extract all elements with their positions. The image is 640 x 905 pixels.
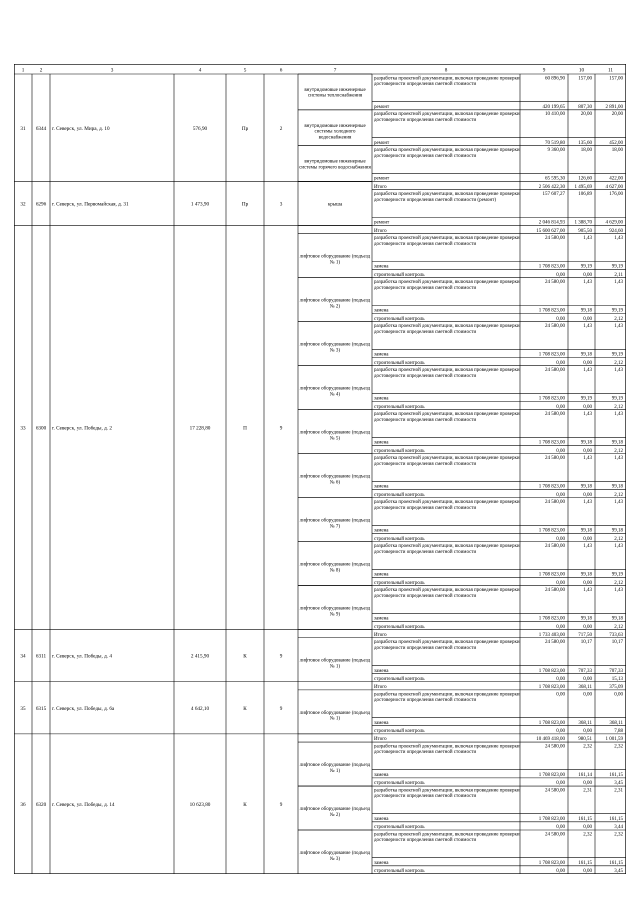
work-type: замена — [374, 668, 389, 674]
system-label: лифтовое оборудование (подъезд № 1) — [299, 254, 371, 266]
value-col10: 0,00 — [583, 580, 592, 586]
system-label: лифтовое оборудование (подъезд № 9) — [299, 606, 371, 618]
value-col11: 1,43 — [614, 368, 623, 374]
work-type: строительный контроль — [374, 536, 425, 542]
building-address: г. Северск, ул. Победы, д. 4 — [52, 653, 112, 660]
wall-material: П — [243, 425, 247, 432]
value-col10: 99,18 — [580, 352, 592, 358]
cost-value: 24 580,00 — [545, 832, 565, 838]
wall-material: К — [243, 653, 247, 660]
cost-value: 0,00 — [556, 869, 565, 874]
building-number: 33 — [20, 425, 26, 432]
cost-value: 2 046 814,93 — [538, 220, 565, 226]
cost-value: 1 708 823,00 — [538, 773, 565, 779]
value-col11: 2,12 — [614, 580, 623, 586]
system-label: внутридомовые инженерные системы холодного водоснабжения — [304, 123, 366, 141]
cost-value: 1 708 823,00 — [538, 352, 565, 358]
value-col11: 2,31 — [614, 788, 623, 794]
value-col11: 368,11 — [609, 720, 623, 726]
cost-value: 1 708 823,00 — [538, 572, 565, 578]
cost-value: 1 708 823,00 — [538, 668, 565, 674]
cost-value: 1 708 823,00 — [538, 616, 565, 622]
work-type: разработка проектной документации, включая проведение проверки достоверности определения сметной стоимости — [374, 456, 520, 467]
system-label: лифтовое оборудование (подъезд № 1) — [299, 763, 371, 774]
work-type: строительный контроль — [374, 781, 425, 787]
building-address: г. Северск, ул. Победы, д. 2 — [52, 425, 112, 432]
header-cell: 1 — [21, 67, 25, 74]
value-col10: 1 388,70 — [574, 220, 592, 226]
value-col11: 161,15 — [609, 817, 623, 823]
value-col11: 4 627,00 — [605, 184, 623, 190]
wall-material: К — [243, 801, 247, 808]
cost-value: 1 708 823,00 — [538, 396, 565, 402]
value-col10: 0,00 — [583, 624, 592, 630]
work-type: разработка проектной документации, включая проведение проверки достоверности определения сметной стоимости — [374, 500, 520, 511]
building-code: 6344 — [35, 125, 47, 132]
value-col11: 10,17 — [611, 640, 623, 646]
building-code: 6315 — [35, 705, 47, 712]
work-type: строительный контроль — [374, 272, 425, 278]
system-label: лифтовое оборудование (подъезд № 1) — [299, 658, 371, 670]
value-col10: 0,00 — [583, 316, 592, 322]
cost-value: 70 519,80 — [545, 140, 565, 146]
value-col10: 0,00 — [583, 360, 592, 366]
floors: 3 — [279, 201, 283, 208]
cost-value: 24 580,00 — [545, 744, 565, 750]
table-border — [14, 64, 625, 873]
value-col11: 924,60 — [609, 228, 623, 234]
system-label: лифтовое оборудование (подъезд № 6) — [299, 474, 371, 486]
value-col10: 161,14 — [578, 773, 592, 779]
value-col11: 2,12 — [614, 624, 623, 630]
work-type: замена — [374, 308, 389, 314]
work-type: разработка проектной документации, включая проведение проверки достоверности определения сметной стоимости — [374, 148, 520, 159]
cost-value: 1 708 823,00 — [538, 817, 565, 823]
work-type: ремонт — [374, 176, 390, 182]
value-col11: 2,12 — [614, 316, 623, 322]
cost-value: 0,00 — [556, 316, 565, 322]
floors: 9 — [279, 425, 283, 432]
value-col10: 905,50 — [578, 228, 592, 234]
value-col11: 4 629,00 — [605, 220, 623, 226]
value-col11: 99,19 — [611, 352, 623, 358]
building-area: 10 623,80 — [189, 801, 211, 808]
value-col10: 807,30 — [578, 105, 592, 111]
cost-value: 24 580,00 — [545, 324, 565, 330]
header-cell: 5 — [243, 67, 247, 74]
cost-value: 1 708 823,00 — [538, 685, 565, 691]
value-col10: 99,18 — [580, 440, 592, 446]
cost-value: 9 360,00 — [547, 148, 565, 154]
cost-value: 157 607,27 — [542, 192, 565, 198]
work-type: Итого — [374, 737, 387, 743]
value-col11: 99,18 — [611, 484, 623, 490]
value-col10: 368,11 — [578, 685, 592, 691]
work-type: Итого — [374, 685, 387, 691]
work-type: разработка проектной документации, включая проведение проверки достоверности определения сметной стоимости (ремонт) — [374, 192, 520, 203]
value-col11: 20,00 — [611, 112, 623, 118]
value-col10: 2,32 — [583, 832, 592, 838]
work-type: ремонт — [374, 105, 390, 111]
value-col11: 99,19 — [611, 572, 623, 578]
value-col11: 2 891,00 — [605, 105, 623, 111]
value-col11: 2,12 — [614, 492, 623, 498]
building-number: 34 — [20, 653, 26, 660]
value-col10: 157,00 — [578, 76, 592, 82]
value-col10: 99,18 — [580, 308, 592, 314]
value-col10: 99,18 — [580, 572, 592, 578]
work-type: строительный контроль — [374, 404, 425, 410]
value-col10: 0,00 — [583, 825, 592, 831]
cost-value: 420 199,65 — [542, 105, 565, 111]
document-table — [14, 64, 626, 874]
header-cell: 6 — [279, 67, 283, 74]
work-type: Итого — [374, 228, 387, 234]
value-col11: 375,09 — [609, 685, 623, 691]
work-type: замена — [374, 773, 389, 779]
value-col10: 0,00 — [583, 692, 592, 698]
repair-schedule-table — [14, 64, 626, 874]
value-col11: 7,88 — [614, 729, 623, 735]
building-address: г. Северск, ул. Первомайская, д. 31 — [52, 201, 129, 208]
header-cell: 2 — [39, 67, 43, 74]
value-col11: 161,15 — [609, 861, 623, 867]
work-type: разработка проектной документации, включая проведение проверки достоверности определения сметной стоимости — [374, 544, 520, 555]
floors: 9 — [279, 705, 283, 712]
value-col10: 126,60 — [578, 176, 592, 182]
value-col11: 99,19 — [611, 396, 623, 402]
value-col10: 0,00 — [583, 869, 592, 874]
building-code: 6296 — [35, 201, 47, 208]
work-type: замена — [374, 264, 389, 270]
system-label: внутридомовые инженерные системы теплоснабжения — [304, 87, 366, 99]
value-col11: 1,43 — [614, 588, 623, 594]
value-col10: 1,43 — [583, 500, 592, 506]
header-cell: 11 — [608, 67, 613, 74]
wall-material: Пр — [241, 125, 249, 132]
value-col10: 99,18 — [580, 484, 592, 490]
cost-value: 24 580,00 — [545, 236, 565, 242]
building-code: 6300 — [35, 425, 47, 432]
cost-value: 0,00 — [556, 580, 565, 586]
system-label: лифтовое оборудование (подъезд № 8) — [299, 562, 371, 574]
header-cell: 4 — [198, 67, 202, 74]
cost-value: 15 600 627,00 — [536, 228, 565, 234]
cost-value: 0,00 — [556, 360, 565, 366]
value-col11: 15,13 — [611, 676, 623, 682]
value-col10: 2,32 — [583, 744, 592, 750]
value-col10: 0,00 — [583, 492, 592, 498]
value-col11: 99,19 — [611, 264, 623, 270]
cost-value: 24 580,00 — [545, 280, 565, 286]
value-col11: 3,45 — [614, 869, 623, 874]
work-type: замена — [374, 528, 389, 534]
value-col11: 161,15 — [609, 773, 623, 779]
cost-value: 0,00 — [556, 448, 565, 454]
building-number: 36 — [20, 801, 26, 808]
cost-value: 1 708 823,00 — [538, 720, 565, 726]
work-type: замена — [374, 616, 389, 622]
cost-value: 10 469 418,00 — [536, 737, 565, 743]
value-col11: 3,45 — [614, 781, 623, 787]
cost-value: 1 708 823,00 — [538, 861, 565, 867]
value-col11: 733,63 — [609, 632, 623, 638]
value-col10: 0,00 — [583, 448, 592, 454]
work-type: замена — [374, 572, 389, 578]
value-col11: 2,32 — [614, 832, 623, 838]
cost-value: 1 708 823,00 — [538, 528, 565, 534]
value-col11: 99,18 — [611, 440, 623, 446]
cost-value: 0,00 — [556, 676, 565, 682]
value-col10: 99,19 — [580, 396, 592, 402]
work-type: разработка проектной документации, включая проведение проверки достоверности определения сметной стоимости — [374, 412, 520, 423]
building-address: г. Северск, ул. Победы, д. 6а — [52, 705, 115, 712]
building-area: 576,90 — [192, 125, 208, 132]
floors: 9 — [279, 653, 283, 660]
cost-value: 1 708 823,00 — [538, 440, 565, 446]
work-type: Итого — [374, 184, 387, 190]
value-col10: 717,50 — [578, 632, 592, 638]
system-label: лифтовое оборудование (подъезд № 5) — [299, 430, 371, 442]
system-label: лифтовое оборудование (подъезд № 1) — [299, 710, 371, 722]
cost-value: 0,00 — [556, 492, 565, 498]
cost-value: 24 580,00 — [545, 588, 565, 594]
building-area: 1 473,90 — [190, 201, 210, 208]
work-type: замена — [374, 440, 389, 446]
value-col10: 20,00 — [580, 112, 592, 118]
header-cell: 10 — [578, 67, 585, 74]
cost-value: 0,00 — [556, 624, 565, 630]
work-type: разработка проектной документации, включая проведение проверки достоверности определения сметной стоимости — [374, 832, 520, 844]
cost-value: 0,00 — [556, 825, 565, 831]
value-col10: 0,00 — [583, 272, 592, 278]
value-col11: 2,12 — [614, 536, 623, 542]
value-col10: 707,33 — [578, 668, 592, 674]
system-label: лифтовое оборудование (подъезд № 2) — [299, 298, 371, 310]
value-col11: 176,00 — [609, 192, 623, 198]
value-col10: 0,00 — [583, 536, 592, 542]
work-type: замена — [374, 720, 389, 726]
value-col11: 1,43 — [614, 456, 623, 462]
building-area: 4 642,10 — [190, 705, 210, 712]
building-number: 32 — [20, 201, 26, 208]
work-type: замена — [374, 352, 389, 358]
cost-value: 24 580,00 — [545, 640, 565, 646]
cost-value: 0,00 — [556, 404, 565, 410]
building-code: 6320 — [35, 801, 47, 808]
system-label: лифтовое оборудование (подъезд № 7) — [299, 518, 371, 530]
cost-value: 1 708 823,00 — [538, 308, 565, 314]
system-label: лифтовое оборудование (подъезд № 4) — [299, 386, 371, 398]
value-col11: 1,43 — [614, 236, 623, 242]
value-col10: 135,60 — [578, 140, 592, 146]
floors: 2 — [279, 125, 283, 132]
work-type: ремонт — [374, 140, 390, 146]
value-col10: 980,51 — [578, 737, 592, 743]
cost-value: 0,00 — [556, 729, 565, 735]
value-col11: 422,00 — [609, 176, 623, 182]
cost-value: 2 506 422,30 — [538, 184, 565, 190]
work-type: разработка проектной документации, включая проведение проверки достоверности определения сметной стоимости — [374, 788, 520, 800]
cost-value: 10 410,00 — [545, 112, 565, 118]
value-col10: 1,43 — [583, 324, 592, 330]
value-col11: 99,18 — [611, 616, 623, 622]
work-type: строительный контроль — [374, 492, 425, 498]
header-cell: 7 — [333, 67, 337, 74]
work-type: замена — [374, 861, 389, 867]
value-col11: 1,43 — [614, 544, 623, 550]
building-number: 35 — [20, 705, 26, 712]
building-number: 31 — [20, 125, 26, 132]
header-cell: 8 — [444, 67, 448, 74]
cost-value: 24 580,00 — [545, 412, 565, 418]
value-col11: 1,43 — [614, 412, 623, 418]
value-col11: 18,00 — [611, 148, 623, 154]
header-cell: 3 — [110, 67, 114, 74]
work-type: разработка проектной документации, включая проведение проверки достоверности определения сметной стоимости — [374, 236, 520, 247]
work-type: строительный контроль — [374, 825, 425, 831]
work-type: замена — [374, 396, 389, 402]
value-col10: 1,43 — [583, 588, 592, 594]
work-type: строительный контроль — [374, 580, 425, 586]
floors: 9 — [279, 801, 283, 808]
cost-value: 24 580,00 — [545, 544, 565, 550]
value-col10: 1,43 — [583, 456, 592, 462]
value-col11: 1,43 — [614, 500, 623, 506]
value-col10: 99,19 — [580, 264, 592, 270]
value-col10: 1,43 — [583, 544, 592, 550]
cost-value: 0,00 — [556, 692, 565, 698]
value-col10: 161,15 — [578, 861, 592, 867]
work-type: ремонт — [374, 220, 390, 226]
value-col10: 368,11 — [578, 720, 592, 726]
cost-value: 1 708 823,00 — [538, 484, 565, 490]
system-label: лифтовое оборудование (подъезд № 3) — [299, 851, 371, 862]
building-area: 2 415,90 — [190, 653, 210, 660]
cost-value: 24 580,00 — [545, 456, 565, 462]
cost-value: 0,00 — [556, 536, 565, 542]
work-type: строительный контроль — [374, 624, 425, 630]
work-type: разработка проектной документации, включая проведение проверки достоверности определения сметной стоимости — [374, 744, 520, 756]
work-type: разработка проектной документации, включая проведение проверки достоверности определения сметной стоимости — [374, 112, 520, 123]
work-type: разработка проектной документации, включая проведение проверки достоверности определения сметной стоимости — [374, 76, 520, 88]
building-code: 6311 — [35, 653, 47, 660]
value-col11: 1,43 — [614, 280, 623, 286]
building-address: г. Северск, ул. Мира, д. 10 — [52, 125, 110, 132]
work-type: замена — [374, 817, 389, 823]
value-col11: 99,18 — [611, 528, 623, 534]
value-col11: 3,44 — [614, 825, 623, 831]
value-col10: 2,31 — [583, 788, 592, 794]
value-col10: 0,00 — [583, 729, 592, 735]
cost-value: 24 580,00 — [545, 788, 565, 794]
cost-value: 60 896,90 — [545, 76, 565, 82]
value-col10: 0,00 — [583, 781, 592, 787]
work-type: строительный контроль — [374, 316, 425, 322]
value-col10: 1,43 — [583, 236, 592, 242]
value-col11: 0,00 — [614, 692, 623, 698]
value-col10: 18,00 — [580, 148, 592, 154]
value-col10: 1 495,69 — [574, 184, 592, 190]
value-col11: 2,32 — [614, 744, 623, 750]
value-col10: 1,43 — [583, 412, 592, 418]
work-type: замена — [374, 484, 389, 490]
value-col10: 99,18 — [580, 616, 592, 622]
work-type: строительный контроль — [374, 676, 425, 682]
value-col11: 99,19 — [611, 308, 623, 314]
cost-value: 1 708 823,00 — [538, 264, 565, 270]
system-label: внутридомовые инженерные системы горячего водоснабжения — [299, 159, 371, 171]
value-col10: 106,89 — [578, 192, 592, 198]
work-type: разработка проектной документации, включая проведение проверки достоверности определения сметной стоимости — [374, 368, 520, 379]
value-col10: 1,43 — [583, 280, 592, 286]
work-type: строительный контроль — [374, 448, 425, 454]
value-col10: 0,00 — [583, 404, 592, 410]
value-col11: 1 001,59 — [605, 737, 623, 743]
value-col10: 161,15 — [578, 817, 592, 823]
value-col11: 1,43 — [614, 324, 623, 330]
cost-value: 24 580,00 — [545, 500, 565, 506]
system-label: крыша — [327, 202, 343, 208]
value-col10: 0,00 — [583, 676, 592, 682]
cost-value: 24 580,00 — [545, 368, 565, 374]
work-type: разработка проектной документации, включая проведение проверки достоверности определения сметной стоимости — [374, 324, 520, 335]
value-col11: 707,33 — [609, 668, 623, 674]
value-col10: 10,17 — [580, 640, 592, 646]
building-area: 17 228,80 — [189, 425, 211, 432]
work-type: строительный контроль — [374, 360, 425, 366]
value-col11: 2,11 — [614, 272, 623, 278]
value-col10: 99,18 — [580, 528, 592, 534]
value-col10: 1,43 — [583, 368, 592, 374]
cost-value: 65 595,30 — [545, 176, 565, 182]
wall-material: Пр — [241, 201, 249, 208]
work-type: разработка проектной документации, включая проведение проверки достоверности определения сметной стоимости — [374, 588, 520, 599]
cost-value: 0,00 — [556, 272, 565, 278]
value-col11: 2,12 — [614, 360, 623, 366]
work-type: разработка проектной документации, включая проведение проверки достоверности определения сметной стоимости — [374, 692, 520, 704]
work-type: строительный контроль — [374, 869, 425, 874]
work-type: Итого — [374, 632, 387, 638]
value-col11: 2,12 — [614, 448, 623, 454]
wall-material: К — [243, 705, 247, 712]
value-col11: 157,00 — [609, 76, 623, 82]
work-type: строительный контроль — [374, 729, 425, 735]
header-cell: 9 — [542, 67, 546, 74]
cost-value: 1 733 403,00 — [538, 632, 565, 638]
cost-value: 0,00 — [556, 781, 565, 787]
value-col11: 2,12 — [614, 404, 623, 410]
system-label: лифтовое оборудование (подъезд № 3) — [299, 342, 371, 354]
work-type: разработка проектной документации, включая проведение проверки достоверности определения сметной стоимости — [374, 640, 520, 651]
building-address: г. Северск, ул. Победы, д. 14 — [52, 801, 115, 808]
work-type: разработка проектной документации, включая проведение проверки достоверности определения сметной стоимости — [374, 280, 520, 291]
value-col11: 452,00 — [609, 140, 623, 146]
system-label: лифтовое оборудование (подъезд № 2) — [299, 807, 371, 818]
